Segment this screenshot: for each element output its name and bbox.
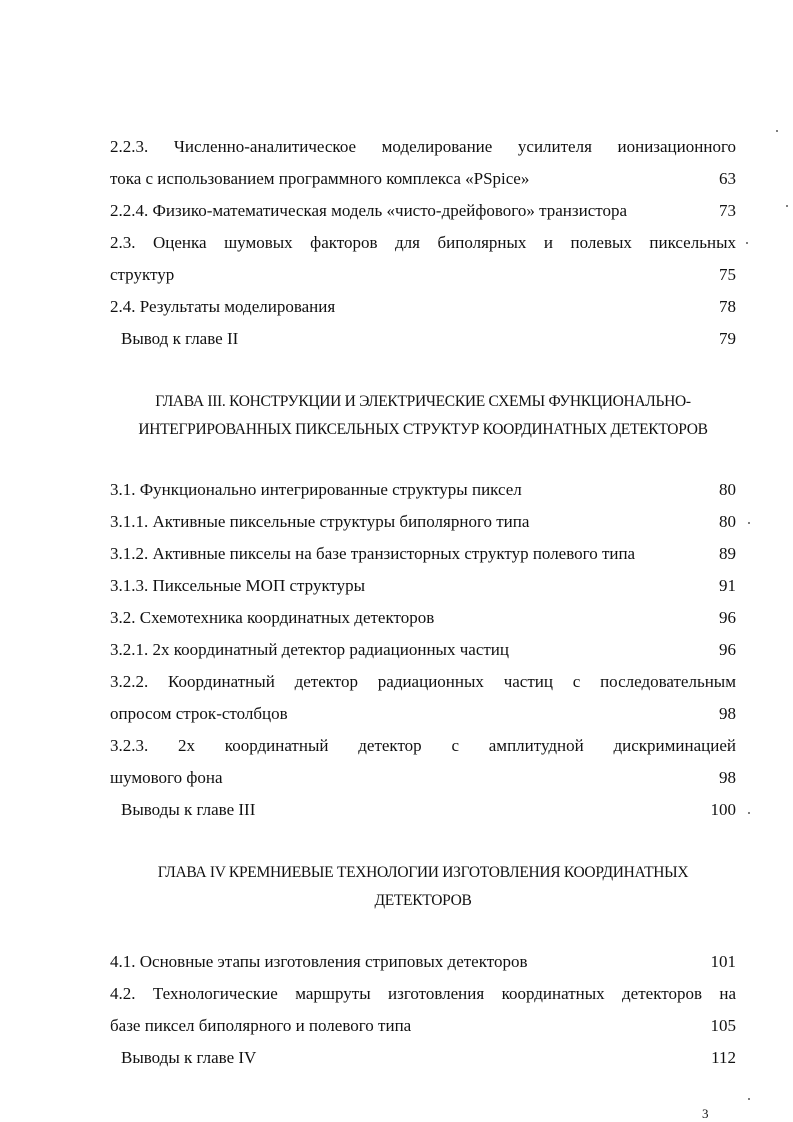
toc-page-number: 80: [719, 512, 736, 531]
toc-page-number: 105: [710, 1016, 736, 1035]
toc-entry-3-1-3: 3.1.3. Пиксельные МОП структуры 91: [110, 570, 736, 602]
toc-page-number: 73: [719, 201, 736, 220]
toc-page-number: 63: [719, 169, 736, 188]
toc-page-number: 80: [719, 480, 736, 499]
toc-page-number: 91: [719, 576, 736, 595]
toc-page-number: 96: [719, 640, 736, 659]
toc-entry-3-2-2-line2: опросом строк-столбцов 98: [110, 698, 736, 730]
toc-entry-3-1-2: 3.1.2. Активные пикселы на базе транзисторных структур полевого типа 89: [110, 538, 736, 570]
toc-entry-2-2-3-line2: тока с использованием программного комплекса «PSpice» 63: [110, 163, 736, 195]
scan-speck: [746, 242, 748, 244]
scan-speck: [748, 812, 750, 814]
toc-entry-3-2-1: 3.2.1. 2х координатный детектор радиационных частиц 96: [110, 634, 736, 666]
toc-group-chapter3: [110, 474, 736, 826]
toc-entry-conclusion-2: Вывод к главе II 79: [110, 323, 736, 355]
scan-speck: [786, 205, 788, 207]
toc-group-chapter4: [110, 946, 736, 1074]
toc-entry-conclusion-3: Выводы к главе III 100: [110, 794, 736, 826]
toc-page-number: 96: [719, 608, 736, 627]
toc-page-number: 89: [719, 544, 736, 563]
scan-speck: [748, 1098, 750, 1100]
toc-group-chapter2-tail: [110, 131, 736, 355]
toc-entry-3-2-2-line1: 3.2.2. Координатный детектор радиационных частиц с последовательным: [110, 672, 736, 691]
chapter-4-heading: ГЛАВА IV КРЕМНИЕВЫЕ ТЕХНОЛОГИИ ИЗГОТОВЛЕНИЯ КООРДИНАТНЫХ ДЕТЕКТОРОВ: [157, 864, 689, 909]
toc-entry-3-2-3-line2: шумового фона 98: [110, 762, 736, 794]
toc-page-number: 98: [719, 768, 736, 787]
toc-page-number: 75: [719, 265, 736, 284]
toc-entry-2-2-4: 2.2.4. Физико-математическая модель «чисто-дрейфового» транзистора 73: [110, 195, 736, 227]
toc-entry-3-1: 3.1. Функционально интегрированные структуры пиксел 80: [110, 474, 736, 506]
toc-entry-3-1-1: 3.1.1. Активные пиксельные структуры биполярного типа 80: [110, 506, 736, 538]
chapter-3-heading: ГЛАВА III. КОНСТРУКЦИИ И ЭЛЕКТРИЧЕСКИЕ СХЕМЫ ФУНКЦИОНАЛЬНО- ИНТЕГРИРОВАННЫХ ПИКСЕЛЬНЫХ СТРУКТУР КООРДИНАТНЫХ ДЕТЕКТОРОВ: [138, 393, 708, 438]
toc-entry-4-1: 4.1. Основные этапы изготовления стриповых детекторов 101: [110, 946, 736, 978]
toc-page-number: 98: [719, 704, 736, 723]
toc-entry-2-4: 2.4. Результаты моделирования 78: [110, 291, 736, 323]
scan-speck: [776, 130, 778, 132]
toc-page-number: 100: [710, 800, 736, 819]
page-number: 3: [702, 1106, 709, 1121]
scan-speck: [748, 522, 750, 524]
toc-page-number: 79: [719, 329, 736, 348]
toc-entry-4-2-line2: базе пиксел биполярного и полевого типа 105: [110, 1010, 736, 1042]
toc-entry-2-3-line1: 2.3. Оценка шумовых факторов для биполярных и полевых пиксельных: [110, 233, 736, 252]
toc-entry-conclusion-4: Выводы к главе IV 112: [110, 1042, 736, 1074]
toc-entry-3-2-3-line1: 3.2.3. 2х координатный детектор с амплитудной дискриминацией: [110, 736, 736, 755]
toc-page-number: 112: [711, 1048, 736, 1067]
toc-page-number: 101: [710, 952, 736, 971]
toc-entry-2-3-line2: структур 75: [110, 259, 736, 291]
toc-entry-3-2: 3.2. Схемотехника координатных детекторов 96: [110, 602, 736, 634]
toc-page-number: 78: [719, 297, 736, 316]
toc-entry-2-2-3-line1: 2.2.3. Численно-аналитическое моделирование усилителя ионизационного: [110, 137, 736, 156]
toc-entry-4-2-line1: 4.2. Технологические маршруты изготовления координатных детекторов на: [110, 984, 736, 1003]
